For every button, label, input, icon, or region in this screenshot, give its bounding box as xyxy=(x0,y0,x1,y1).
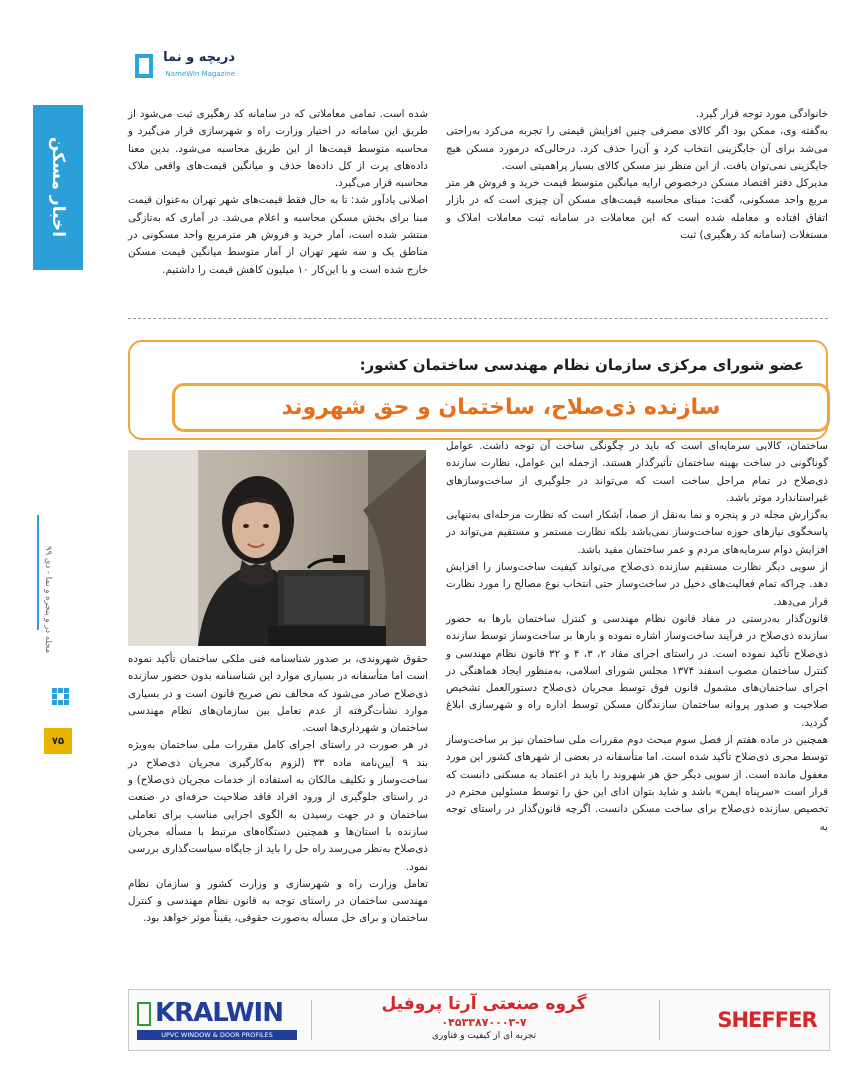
ad-group-title: گروه صنعتی آرتا پروفیل xyxy=(381,994,587,1014)
divider xyxy=(311,1000,312,1040)
paragraph: خانوادگی مورد توجه قرار گیرد. xyxy=(695,108,828,120)
paragraph: قانون‌گذار به‌درستی در مفاد قانون نظام مهندسی و کنترل ساختمان بارها به حضور سازنده ذی‌صلاح در فرآیند ساخت‌وساز اشاره نموده و بارها بر ساخت‌وساز توسط سازنده ذی‌صلاح تأکید نموده است. در راستای اجرای مفاد ۲، ۳، ۴ و ۳۲ قانون نظام مهندسی و کنترل ساختمان مصوب اسفند ۱۳۷۴ مجلس شورای اسلامی، به‌منظور ایجاد هماهنگی در اجرای ساختمان‌های مشمول قانون فوق توسط مجریان ذی‌صلاح دستورالعمل تشخیص صلاحیت و صدور پروانه ساختمان سازندگان مسکن توسط اداره راه و شهرسازی ابلاغ گردید. xyxy=(446,612,828,729)
headline-title-box xyxy=(172,383,830,432)
kralwin-logo xyxy=(137,998,297,1042)
divider xyxy=(128,318,828,320)
article-photo xyxy=(128,450,426,646)
paragraph: ساختمان، کالایی سرمایه‌ای است که باید در چگونگی ساخت آن توجه داشت. عوامل گوناگونی در ساخت بهینه ساختمان تأثیرگذار هستند. ازجمله این عوامل، نظارت سازنده ذی‌صلاح در تمام مراحل ساخت است که می‌تواند در جلوگیری از ساخت‌وسازهای غیراستاندارد موثر باشد. xyxy=(446,440,828,504)
ad-phone-line xyxy=(319,1016,649,1029)
sheffer-logo xyxy=(717,1000,817,1040)
magazine-name-en: NameWin Magazine xyxy=(165,70,235,78)
magazine-name: دریچه و نما xyxy=(163,50,235,65)
divider xyxy=(659,1000,660,1040)
magazine-logo xyxy=(135,50,235,86)
paragraph: به‌گفته وی، ممکن بود اگر کالای مصرفی چنین افزایش قیمتی را تجربه می‌کرد به‌راحتی می‌شد برای آن جایگزینی انتخاب کرد و آن‌را حذف کرد. درحالی‌که درمورد مسکن هیچ جایگزینی نمی‌توان یافت. از این منظر نیز مسکن کالای بسیار پراهمیتی است. xyxy=(446,125,828,172)
paragraph: مدیرکل دفتر اقتصاد مسکن درخصوص ارایه میانگین متوسط قیمت خرید و فروش هر متر مربع واحد مسکونی، گفت: مبنای محاسبه قیمت‌های مسکن آن چیزی است که در بازار اتفاق افتاده و معامله شده است که این معاملات در سامانه ثبت معاملات املاک و مستغلات (سامانه کد رهگیری) ثبت xyxy=(446,177,828,242)
side-caption xyxy=(38,520,58,680)
headline-box xyxy=(128,340,828,440)
grid-icon xyxy=(52,688,70,704)
kralwin-brand: KRALWIN xyxy=(155,998,283,1028)
ad-group-info xyxy=(319,994,649,1048)
paragraph: حقوق شهروندی، بر صدور شناسنامه فنی ملکی ساختمان تأکید نموده است اما متأسفانه در بسیاری موارد این شناسنامه بدون حضور سازنده ذی‌صلاح صادر می‌شود که مخالف نص صریح قانون است و در بسیاری موارد نشأت‌گرفته از عدم تعامل بین سازمان‌های نظام مهندسی ساختمان و شهرداری‌ها است. xyxy=(128,653,428,735)
paragraph: اصلانی یادآور شد: تا به حال فقط قیمت‌های شهر تهران به‌عنوان قیمت مبنا برای بخش مسکن محاسبه و اعلام می‌شد. در آماری که به‌تازگی منتشر شده است، آمار خرید و فروش هر مترمربع واحد مسکونی در مناطق یک و سه شهر تهران از آمار متوسط میانگین قیمت مسکن خارج شده است و با این‌کار ۱۰ میلیون کاهش قیمت را داشتیم. xyxy=(128,194,428,276)
article-left-column xyxy=(128,651,428,928)
ad-tagline: تجربه ای از کیفیت و فناوری xyxy=(431,1031,537,1041)
top-left-column xyxy=(128,106,428,279)
logo-mark-icon xyxy=(135,54,153,78)
paragraph: شده است. تمامی معاملاتی که در سامانه کد رهگیری ثبت می‌شود از طریق این سامانه در اختیار وزارت راه و شهرسازی قرار می‌گیرد و محاسبه متوسط قیمت‌ها از این طریق محاسبه می‌شود. بدین معنا داده‌های پرت از کل داده‌ها حذف و میانگین قیمت‌های واقعی ملاک محاسبه قرار می‌گیرد. xyxy=(128,108,428,190)
paragraph: همچنین در ماده هفتم از فصل سوم مبحث دوم مقررات ملی ساختمان نیز بر ساخت‌وساز توسط مجری ذی‌صلاح تأکید شده است. اما متأسفانه در بعضی از شهرهای کشور این مورد مغفول مانده است. از سویی دیگر حق هر شهروند را باید در اعتماد به مسکنی دانست که قرار است «سرپناه ایمن» باشد و شاید بتوان ادای این حق را توسط مسئولین محترم در تخصیص سازنده ذی‌صلاح برای ساخت مسکن دانست. اگرچه قانون‌گذار در راستای توجه به xyxy=(446,734,828,833)
paragraph: در هر صورت در راستای اجرای کامل مقررات ملی ساختمان به‌ویژه بند ۹ آیین‌نامه ماده ۳۳ (لزوم به‌کارگیری مجریان ذی‌صلاح در ساخت‌وساز و تکلیف مالکان به استفاده از خدمات مجریان ذی‌صلاح) و در راستای جلوگیری از ورود افراد فاقد صلاحیت حرفه‌ای در صنعت ساختمان و در جهت رسیدن به الگوی اجرایی مناسب برای تعاملی سازنده با استان‌ها و همچنین دستگاه‌های مرتبط با مسأله مجریان ذی‌صلاح به‌نظر می‌رسد راه حل را باید از جایگاه سیاست‌گذاری بررسی نمود. xyxy=(128,739,429,873)
paragraph: تعامل وزارت راه و شهرسازی و وزارت کشور و سازمان نظام مهندسی ساختمان در راستای توجه به قانون نظام مهندسی و کنترل ساختمان و برای حل مسأله به‌صورت حقوقی، یقیناً موثر خواهد بود. xyxy=(128,877,428,925)
headline-title: سازنده ذی‌صلاح، ساختمان و حق شهروند xyxy=(281,395,721,420)
advertisement-banner[interactable] xyxy=(128,989,830,1051)
article-right-column xyxy=(446,438,828,836)
sheffer-brand: SHEFFER xyxy=(717,1008,817,1032)
paragraph: به‌گزارش مجله در و پنجره و نما به‌نقل از صما، آشکار است که نظارت مرحله‌ای به‌تنهایی پاسخگوی نیازهای حوزه ساخت‌وساز نمی‌باشد بلکه نظارت مستمر و مستقیم می‌تواند در افزایش دوام سرمایه‌های مردم و عمر ساختمان مفید باشد. xyxy=(446,509,828,556)
section-tab xyxy=(33,105,83,270)
section-tab-label: اخبار مسکن xyxy=(48,137,68,238)
page-number: ۷۵ xyxy=(44,728,72,754)
side-caption-text: مجله در و پنجره و نما - دی ۹۹ xyxy=(43,546,53,654)
kralwin-tagline: UPVC WINDOW & DOOR PROFILES xyxy=(137,1030,297,1040)
paragraph: از سویی دیگر نظارت مستقیم سازنده ذی‌صلاح می‌تواند کیفیت ساخت‌وساز را افزایش دهد. چراکه تمام فعالیت‌های دخیل در ساخت‌وساز حتی انتخاب نوع مصالح را مورد نظارت قرار می‌دهد. xyxy=(446,561,828,608)
top-right-column xyxy=(446,106,828,244)
headline-kicker: عضو شورای مرکزی سازمان نظام مهندسی ساختمان کشور: xyxy=(359,356,804,374)
ad-phone: ۰۴۵۳۳۸۷۰۰۰۳-۷ xyxy=(441,1016,527,1029)
window-icon xyxy=(137,1002,151,1026)
